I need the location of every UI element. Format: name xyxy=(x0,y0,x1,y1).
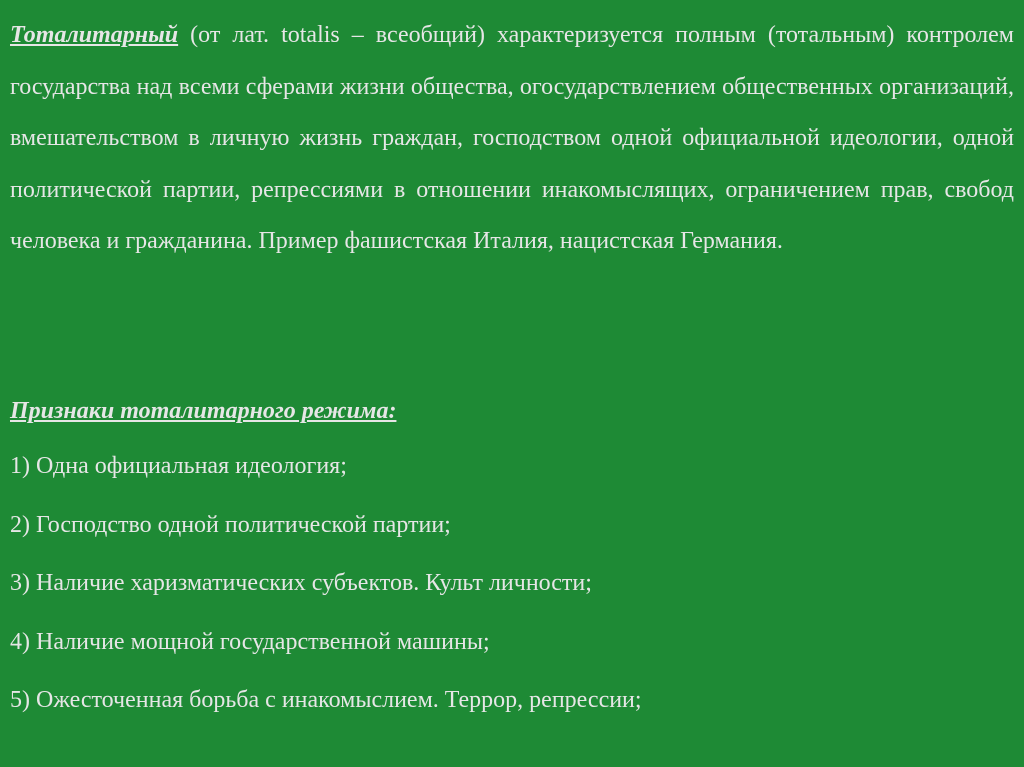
features-heading: Признаки тоталитарного режима: xyxy=(10,398,397,424)
feature-item-1: 1) Одна официальная идеология; xyxy=(10,453,347,479)
feature-item-2: 2) Господство одной политической партии; xyxy=(10,511,451,538)
definition-text: (от лат. totalis – всеобщий) характеризуется полным (тотальным) контролем государства над всеми сферами жизни общества, огосударствлением общественных организаций, вмешательством в личную жизнь граждан, господством одной официальной идеологии, одной политической партии, репрессиями в отношении инакомыслящих, ограничением прав, свобод человека и гражданина. Пример фашистская Италия, нацистская Германия. xyxy=(10,22,1014,254)
feature-item-5: 5) Ожесточенная борьба с инакомыслием. Террор, репрессии; xyxy=(10,687,642,713)
feature-item-4: 4) Наличие мощной государственной машины; xyxy=(10,628,490,655)
features-list xyxy=(10,441,642,734)
definition-paragraph xyxy=(10,10,1014,268)
feature-item-3: 3) Наличие харизматических субъектов. Культ личности; xyxy=(10,570,592,596)
definition-term: Тоталитарный xyxy=(10,22,179,48)
